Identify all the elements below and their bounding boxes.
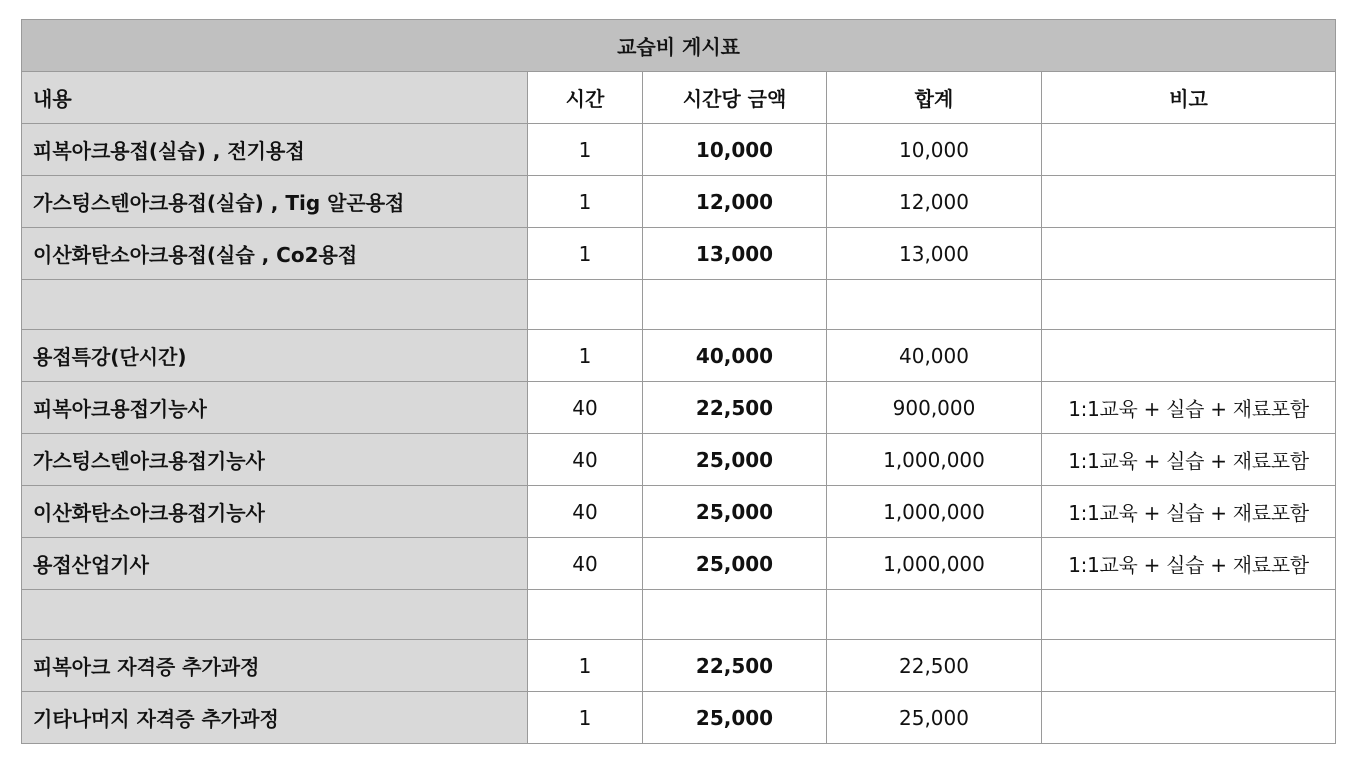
cell-total: 1,000,000 [827,538,1042,590]
cell-rate [643,280,827,330]
table-row [22,640,1336,692]
cell-rate: 25,000 [643,434,827,486]
title-row [22,20,1336,72]
cell-hours: 40 [528,434,643,486]
cell-note: 1:1교육 + 실습 + 재료포함 [1042,382,1336,434]
cell-content: 가스텅스텐아크용접기능사 [22,434,528,486]
cell-content: 기타나머지 자격증 추가과정 [22,692,528,744]
tuition-fee-table [21,19,1336,744]
cell-hours: 40 [528,538,643,590]
header-note: 비고 [1042,72,1336,124]
cell-hours: 40 [528,382,643,434]
cell-total: 13,000 [827,228,1042,280]
cell-content: 용접특강(단시간) [22,330,528,382]
header-total: 합계 [827,72,1042,124]
cell-total: 900,000 [827,382,1042,434]
cell-total [827,590,1042,640]
cell-total: 1,000,000 [827,434,1042,486]
cell-note [1042,590,1336,640]
table-row [22,382,1336,434]
cell-rate: 40,000 [643,330,827,382]
table-row [22,434,1336,486]
cell-content: 피복아크 자격증 추가과정 [22,640,528,692]
cell-rate: 10,000 [643,124,827,176]
cell-content: 이산화탄소아크용접기능사 [22,486,528,538]
cell-note [1042,640,1336,692]
cell-hours: 1 [528,228,643,280]
cell-content: 용접산업기사 [22,538,528,590]
cell-content: 피복아크용접기능사 [22,382,528,434]
header-hours: 시간 [528,72,643,124]
cell-total [827,280,1042,330]
cell-total: 22,500 [827,640,1042,692]
table-row [22,280,1336,330]
cell-hours [528,590,643,640]
cell-hours: 1 [528,124,643,176]
cell-note [1042,280,1336,330]
cell-hours: 1 [528,176,643,228]
header-row [22,72,1336,124]
cell-content [22,280,528,330]
cell-note: 1:1교육 + 실습 + 재료포함 [1042,486,1336,538]
table-row [22,486,1336,538]
cell-content: 가스텅스텐아크용접(실습) , Tig 알곤용접 [22,176,528,228]
cell-note [1042,124,1336,176]
cell-total: 25,000 [827,692,1042,744]
cell-rate: 25,000 [643,486,827,538]
cell-rate: 25,000 [643,538,827,590]
cell-hours: 40 [528,486,643,538]
cell-rate: 22,500 [643,640,827,692]
cell-total: 40,000 [827,330,1042,382]
table-row [22,124,1336,176]
cell-rate: 13,000 [643,228,827,280]
cell-note [1042,176,1336,228]
header-rate: 시간당 금액 [643,72,827,124]
cell-total: 10,000 [827,124,1042,176]
table-row [22,692,1336,744]
cell-note [1042,228,1336,280]
table-row [22,590,1336,640]
cell-note: 1:1교육 + 실습 + 재료포함 [1042,538,1336,590]
table-row [22,330,1336,382]
table-row [22,176,1336,228]
cell-rate: 25,000 [643,692,827,744]
table-row [22,228,1336,280]
cell-rate [643,590,827,640]
cell-total: 1,000,000 [827,486,1042,538]
cell-hours: 1 [528,692,643,744]
cell-rate: 22,500 [643,382,827,434]
cell-hours [528,280,643,330]
cell-content: 이산화탄소아크용접(실습 , Co2용접 [22,228,528,280]
header-content: 내용 [22,72,528,124]
cell-hours: 1 [528,640,643,692]
table-title: 교습비 게시표 [22,20,1336,72]
cell-rate: 12,000 [643,176,827,228]
cell-total: 12,000 [827,176,1042,228]
cell-note [1042,692,1336,744]
table-row [22,538,1336,590]
cell-hours: 1 [528,330,643,382]
cell-content [22,590,528,640]
cell-content: 피복아크용접(실습) , 전기용접 [22,124,528,176]
cell-note [1042,330,1336,382]
cell-note: 1:1교육 + 실습 + 재료포함 [1042,434,1336,486]
